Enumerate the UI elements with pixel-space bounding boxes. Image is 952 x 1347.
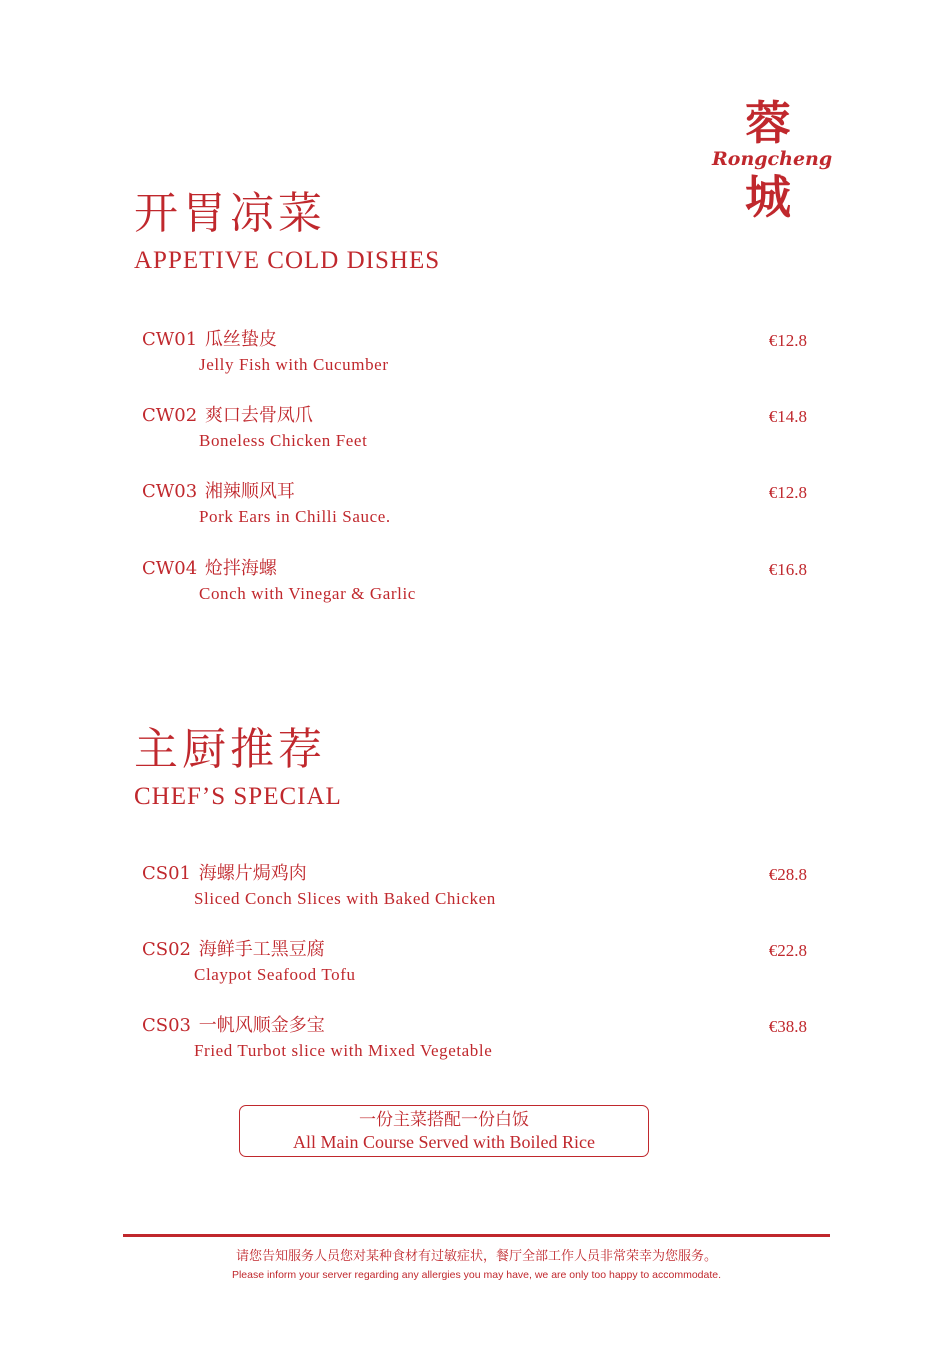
item-price: €38.8: [768, 1017, 807, 1036]
menu-item-cs01: [142, 862, 812, 922]
section-title-cold-dishes-en: APPETIVE COLD DISHES: [134, 247, 441, 274]
item-code: CW02: [142, 405, 198, 426]
logo-char-bottom: 城: [745, 170, 791, 224]
item-name-cn: 爽口去骨凤爪: [204, 405, 313, 426]
item-name-en: Sliced Conch Slices with Baked Chicken: [194, 889, 496, 908]
item-name-cn: 炝拌海螺: [204, 558, 277, 579]
item-name-cn: 瓜丝蛰皮: [204, 329, 277, 350]
item-code: CS02: [142, 939, 192, 960]
allergy-notice-en: Please inform your server regarding any allergies you may have, we are only too happy to accommodate.: [231, 1269, 722, 1281]
item-name-en: Conch with Vinegar & Garlic: [199, 584, 416, 603]
item-name-en: Fried Turbot slice with Mixed Vegetable: [194, 1041, 493, 1060]
rice-notice-cn: 一份主菜搭配一份白饭: [359, 1110, 529, 1130]
footer-divider: [123, 1234, 830, 1237]
item-price: €12.8: [768, 331, 807, 350]
item-name-cn: 海鲜手工黑豆腐: [198, 939, 325, 960]
item-name-en: Pork Ears in Chilli Sauce.: [199, 507, 391, 526]
item-code: CW03: [142, 481, 198, 502]
item-name-en: Jelly Fish with Cucumber: [199, 355, 389, 374]
section-title-cold-dishes-cn: 开胃凉菜: [134, 188, 326, 239]
item-price: €28.8: [768, 865, 807, 884]
section-title-chefs-special-en: CHEF’S SPECIAL: [134, 783, 342, 810]
item-price: €12.8: [768, 483, 807, 502]
logo-char-top: 蓉: [745, 96, 791, 150]
menu-item-cw03: [142, 480, 812, 540]
item-price: €16.8: [768, 560, 807, 579]
section-title-chefs-special-cn: 主厨推荐: [134, 724, 326, 775]
item-code: CS03: [142, 1015, 192, 1036]
item-name-cn: 湘辣顺风耳: [204, 481, 295, 502]
item-code: CW04: [142, 558, 198, 579]
item-price: €14.8: [768, 407, 807, 426]
menu-item-cw01: [142, 328, 812, 388]
item-code: CS01: [142, 863, 192, 884]
item-price: €22.8: [768, 941, 807, 960]
allergy-notice-cn: 请您告知服务人员您对某种食材有过敏症状，餐厅全部工作人员非常荣幸为您服务。: [235, 1249, 717, 1264]
rice-notice-en: All Main Course Served with Boiled Rice: [293, 1132, 595, 1152]
logo-latin-text: Rongcheng: [712, 148, 833, 170]
item-name-cn: 海螺片焗鸡肉: [198, 863, 307, 884]
item-name-en: Claypot Seafood Tofu: [194, 965, 356, 984]
item-name-cn: 一帆风顺金多宝: [198, 1015, 325, 1036]
menu-item-cs03: [142, 1014, 812, 1074]
rice-notice-box: [239, 1105, 649, 1157]
menu-item-cw04: [142, 557, 812, 617]
rongcheng-logo: [712, 96, 833, 230]
menu-item-cw02: [142, 404, 812, 464]
item-name-en: Boneless Chicken Feet: [199, 431, 368, 450]
menu-item-cs02: [142, 938, 812, 998]
item-code: CW01: [142, 329, 198, 350]
